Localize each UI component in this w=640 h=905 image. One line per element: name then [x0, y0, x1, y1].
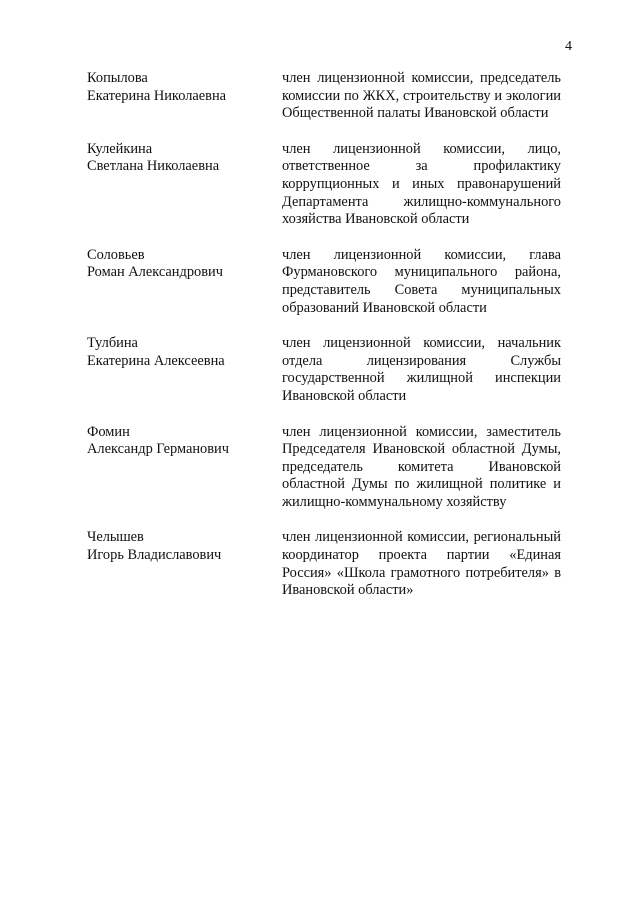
member-surname: Кулейкина: [87, 140, 153, 157]
member-name: [87, 424, 282, 459]
member-surname: Фомин: [87, 423, 130, 440]
member-role: член лицензионной комиссии, лицо, ответственное за профилактику коррупционных и иных правонарушений Департамента жилищно-коммунального хозяйства Ивановской области: [282, 140, 561, 228]
member-entry: [87, 247, 561, 317]
member-given-names: Александр Германович: [87, 441, 229, 458]
member-given-names: Светлана Николаевна: [87, 158, 220, 175]
member-entry: [87, 141, 561, 229]
member-role: член лицензионной комиссии, председатель комиссии по ЖКХ, строительству и экологии Общественной палаты Ивановской области: [282, 70, 561, 122]
member-role: член лицензионной комиссии, глава Фурмановского муниципального района, представитель Совета муниципальных образований Ивановской области: [282, 246, 561, 316]
member-surname: Тулбина: [87, 335, 138, 352]
member-given-names: Екатерина Николаевна: [87, 87, 227, 104]
member-name: [87, 529, 282, 564]
member-given-names: Роман Александрович: [87, 264, 223, 281]
member-entry: [87, 335, 561, 405]
member-name: [87, 247, 282, 282]
member-role: член лицензионной комиссии, заместитель Председателя Ивановской областной Думы, председатель комитета Ивановской областной Думы по жилищной политике и жилищно-коммунальному хозяйству: [282, 423, 561, 510]
member-given-names: Екатерина Алексеевна: [87, 352, 225, 369]
member-entry: [87, 424, 561, 512]
page-number: 4: [565, 39, 572, 54]
commission-members-list: [87, 70, 561, 600]
member-role: член лицензионной комиссии, начальник отдела лицензирования Службы государственной жилищной инспекции Ивановской области: [282, 335, 561, 404]
member-surname: Челышев: [87, 529, 144, 546]
member-name: [87, 70, 282, 105]
member-entry: [87, 70, 561, 123]
member-surname: Копылова: [87, 70, 148, 86]
member-entry: [87, 529, 561, 599]
member-name: [87, 335, 282, 370]
member-name: [87, 141, 282, 176]
member-given-names: Игорь Владиславович: [87, 547, 222, 564]
member-surname: Соловьев: [87, 246, 145, 263]
member-role: член лицензионной комиссии, региональный координатор проекта партии «Единая Россия» «Школа грамотного потребителя» в Ивановской области»: [282, 529, 561, 599]
